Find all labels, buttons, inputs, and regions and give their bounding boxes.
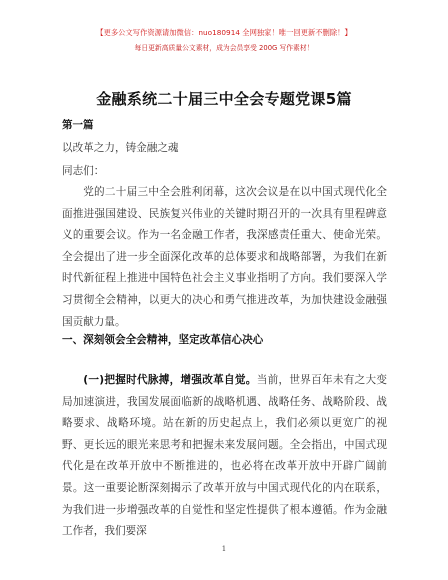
- greeting: 同志们：: [62, 165, 105, 177]
- paragraph-2: [62, 370, 387, 543]
- document-title: 金融系统二十届三中全会专题党课5篇: [96, 90, 352, 108]
- paragraph-2-body: 当前，世界百年未有之大变局加速演进，我国发展面临新的战略机遇、战略任务、战略阶段、战略要求、战略环境。站在新的历史起点上，我们必须以更宽广的视野、更长远的眼光来思考和把握未来发展问题。全会指出，中国式现代化是在改革开放中不断推进的，也必将在改革开放中开辟广阔前景。这一重要论断深刻揭示了改革开放与中国式现代化的内在联系，为我们进一步增强改革的自觉性和坚定性提供了根本遵循。作为金融工作者，我们要深: [62, 374, 388, 538]
- promo-banner-line-2: 每日更新高质量公文素材，成为会员享受 200G 写作素材！: [134, 44, 314, 52]
- paragraph-2-lead: (一)把握时代脉搏，增强改革自觉。: [83, 374, 257, 386]
- document-subtitle: 以改革之力，铸金融之魂: [62, 142, 179, 154]
- promo-banner-line-1: 【更多公文写作资源请加微信：nuo180914 全网独家！唯一回更新不删除！】: [96, 28, 352, 37]
- page-number: 1: [221, 545, 227, 553]
- paragraph-intro: 党的二十届三中全会胜利闭幕，这次会议是在以中国式现代化全面推进强国建设、民族复兴伟业的关键时期召开的一次具有里程碑意义的重要会议。作为一名金融工作者，我深感责任重大、使命光荣。全会提出了进一步全面深化改革的总体要求和战略部署，为我们在新时代新征程上推进中国特色社会主义事业指明了方向。我们要深入学习贯彻全会精神，以更大的决心和勇气推进改革，为加快建设金融强国贡献力量。: [62, 186, 387, 328]
- section-heading-1: 一、深刻领会全会精神，坚定改革信心决心: [62, 334, 264, 346]
- section-label: 第一篇: [62, 119, 94, 131]
